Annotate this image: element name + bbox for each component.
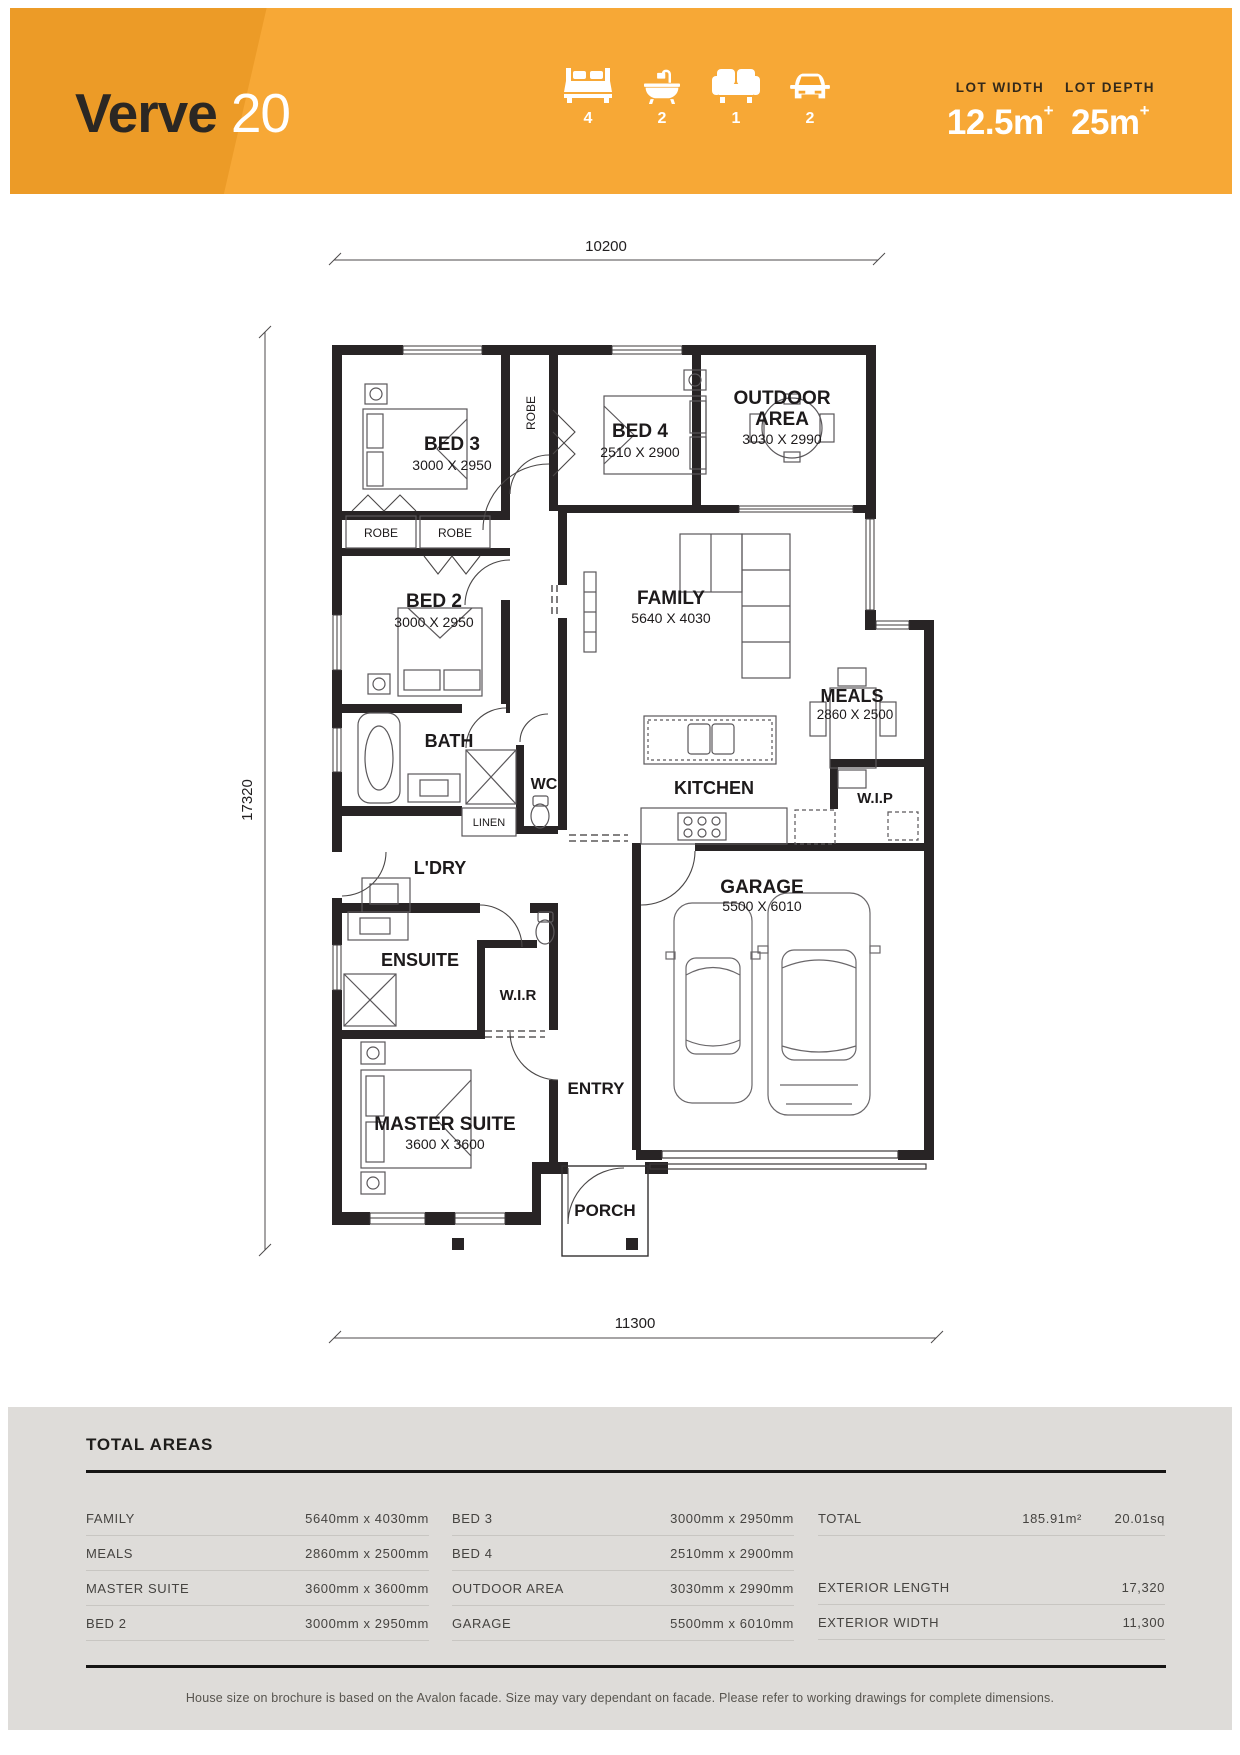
door-arcs [342, 455, 695, 1224]
room-label-wir: W.I.R [499, 987, 537, 1004]
table-row-total: TOTAL 185.91m² 20.01sq [818, 1501, 1165, 1536]
room-size-master: 3600 X 3600 [405, 1136, 485, 1152]
table-row: BED 3 3000mm x 2950mm [452, 1501, 794, 1536]
bedrooms-count: 4 [583, 110, 593, 127]
walls-layer [332, 345, 934, 1225]
disclaimer-text: House size on brochure is based on the Avalon facade. Size may vary dependant on facade. Please refer to working drawings for complete dimensions. [185, 1691, 1055, 1705]
dim-bottom: 11300 [614, 1315, 656, 1332]
areas-column-1 [86, 1501, 429, 1641]
bath-icon [640, 68, 684, 104]
piers [452, 1238, 638, 1250]
garage-cars [666, 893, 880, 1115]
room-label-master: MASTER SUITE [374, 1114, 516, 1135]
room-size-bed4: 2510 X 2900 [600, 444, 680, 460]
room-label-meals: MEALS [820, 686, 884, 706]
lot-depth-label: LOT DEPTH [1065, 80, 1155, 95]
table-row: FAMILY 5640mm x 4030mm [86, 1501, 429, 1536]
room-label-entry: ENTRY [567, 1079, 625, 1098]
room-label-linen: LINEN [472, 817, 506, 829]
table-row-empty [818, 1536, 1165, 1570]
floor-plan [240, 235, 950, 1345]
total-areas-panel [8, 1407, 1232, 1730]
table-row: OUTDOOR AREA 3030mm x 2990mm [452, 1571, 794, 1606]
lot-width-label: LOT WIDTH [955, 80, 1045, 95]
table-row: EXTERIOR WIDTH 11,300 [818, 1605, 1165, 1640]
lot-depth [1045, 80, 1175, 143]
plan-name: Verve [75, 82, 217, 144]
heading-rule [86, 1470, 1166, 1473]
floor-plan-area [240, 235, 950, 1345]
garage-count: 2 [805, 110, 815, 127]
dimension-lines [259, 253, 943, 1343]
room-label-family: FAMILY [637, 588, 705, 609]
garage-door [650, 1151, 926, 1169]
room-label-robe2: ROBE [437, 526, 473, 540]
plan-number: 20 [230, 82, 291, 144]
stat-bedrooms [556, 68, 620, 128]
stat-garage [778, 68, 842, 128]
car-icon [786, 68, 834, 104]
room-label-outdoor-2: AREA [755, 409, 809, 430]
lot-depth-value: 25m+ [1071, 101, 1149, 142]
stat-living [704, 68, 768, 128]
room-label-bed3: BED 3 [424, 434, 480, 455]
room-label-robe1: ROBE [363, 526, 399, 540]
room-label-wc: WC [530, 776, 558, 793]
total-areas-heading: TOTAL AREAS [86, 1435, 214, 1454]
header-band [10, 8, 1232, 194]
room-label-ensuite: ENSUITE [380, 950, 460, 970]
room-label-ldry: L'DRY [413, 858, 467, 878]
areas-column-3 [818, 1501, 1165, 1640]
room-size-outdoor: 3030 X 2990 [742, 431, 822, 447]
dim-top: 10200 [585, 238, 627, 255]
room-size-bed2: 3000 X 2950 [394, 614, 474, 630]
room-label-porch: PORCH [574, 1201, 636, 1220]
page-title [75, 84, 290, 142]
areas-column-2 [452, 1501, 794, 1641]
wc-toilet [531, 804, 549, 828]
room-label-outdoor-1: OUTDOOR [733, 388, 831, 409]
room-size-bed3: 3000 X 2950 [412, 457, 492, 473]
room-label-wip: W.I.P [857, 790, 893, 807]
table-row: BED 2 3000mm x 2950mm [86, 1606, 429, 1641]
room-size-family: 5640 X 4030 [631, 610, 711, 626]
room-label-kitchen: KITCHEN [674, 778, 754, 798]
lot-width-value: 12.5m+ [946, 101, 1054, 142]
room-size-garage: 5500 X 6010 [722, 898, 802, 914]
room-label-bath: BATH [424, 731, 474, 751]
living-count: 1 [731, 110, 741, 127]
room-label-garage: GARAGE [720, 877, 804, 898]
footer-rule [86, 1665, 1166, 1668]
bathrooms-count: 2 [657, 110, 667, 127]
dim-left: 17320 [240, 779, 256, 821]
room-label-robe-hall: ROBE [524, 395, 538, 431]
sofa-icon [712, 68, 760, 104]
room-size-meals: 2860 X 2500 [816, 707, 894, 722]
bed-icon [564, 68, 612, 104]
total-sq: 20.01sq [1114, 1510, 1165, 1526]
stat-bathrooms [630, 68, 694, 128]
table-row: EXTERIOR LENGTH 17,320 [818, 1570, 1165, 1605]
table-row: BED 4 2510mm x 2900mm [452, 1536, 794, 1571]
total-m2: 185.91m² [1022, 1510, 1082, 1526]
table-row: GARAGE 5500mm x 6010mm [452, 1606, 794, 1641]
room-label-bed2: BED 2 [406, 591, 462, 612]
room-label-bed4: BED 4 [612, 421, 668, 442]
table-row: MEALS 2860mm x 2500mm [86, 1536, 429, 1571]
table-row: MASTER SUITE 3600mm x 3600mm [86, 1571, 429, 1606]
